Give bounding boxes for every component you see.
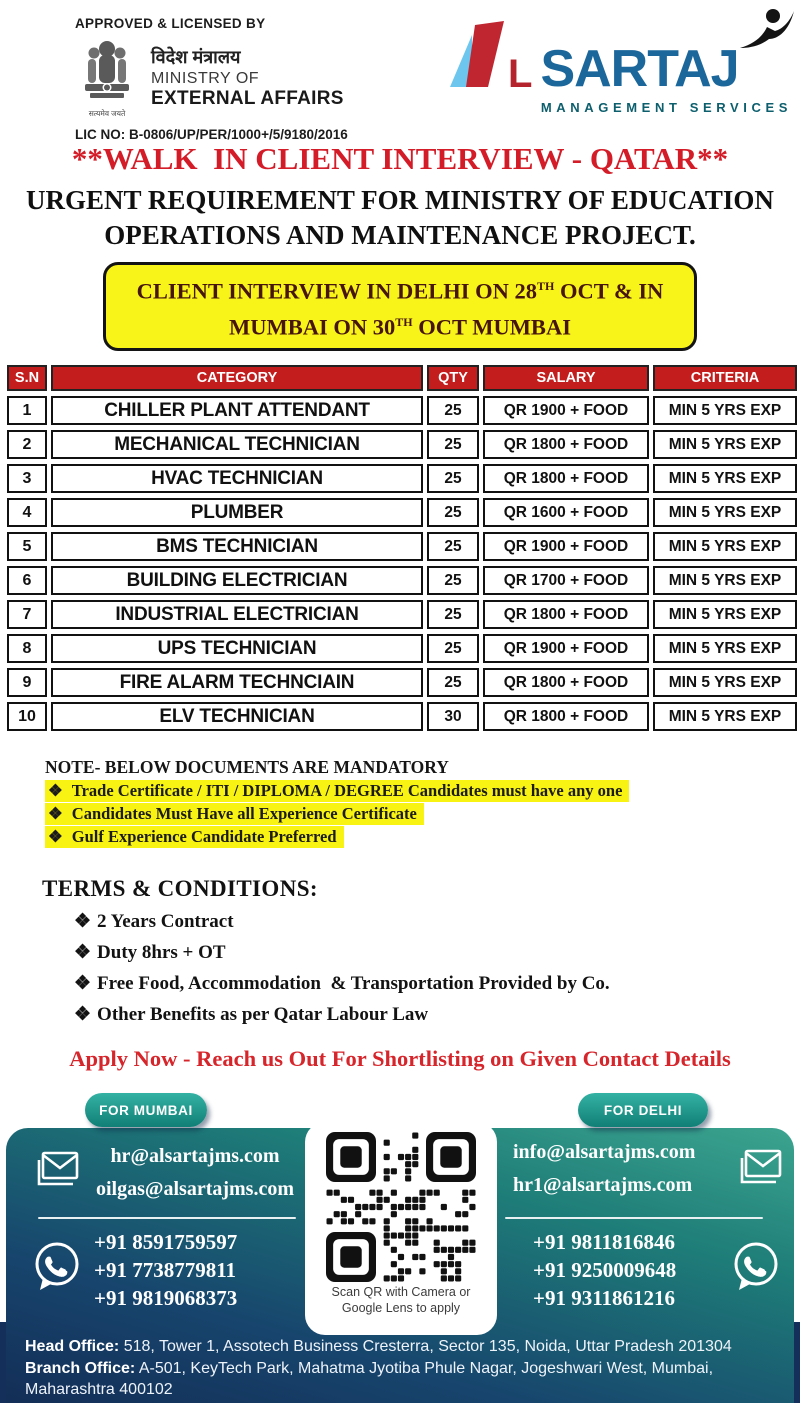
diamond-bullet-icon: ❖ [74, 911, 92, 932]
phone-number: +91 7738779811 [94, 1258, 237, 1282]
terms-item: ❖ Duty 8hrs + OT [74, 942, 226, 963]
column-header: CATEGORY [51, 365, 423, 391]
table-row [7, 396, 797, 425]
divider [38, 1217, 296, 1219]
phone-number: +91 9311861216 [533, 1286, 676, 1310]
whatsapp-icon [731, 1240, 781, 1297]
cell-sn: 2 [7, 430, 47, 459]
cell-category: UPS TECHNICIAN [51, 634, 423, 663]
cell-qty: 25 [427, 396, 479, 425]
approved-licensed-heading: APPROVED & LICENSED BY [75, 16, 266, 31]
cell-qty: 25 [427, 498, 479, 527]
poster-title: **WALK IN CLIENT INTERVIEW - QATAR** [71, 141, 729, 176]
for-mumbai-badge: FOR MUMBAI [85, 1093, 207, 1127]
phone-number: +91 9250009648 [533, 1258, 677, 1282]
table-row [7, 600, 797, 629]
table-row [7, 498, 797, 527]
cell-category: PLUMBER [51, 498, 423, 527]
delhi-phones-block [505, 1228, 785, 1312]
table-row [7, 668, 797, 697]
cell-criteria: MIN 5 YRS EXP [653, 498, 797, 527]
logo-tagline: MANAGEMENT SERVICES [540, 100, 792, 115]
qr-caption: Scan QR with Camera or Google Lens to apply [331, 1285, 471, 1315]
apply-now-line: Apply Now - Reach us Out For Shortlisting on Given Contact Details [69, 1046, 731, 1071]
cell-qty: 25 [427, 634, 479, 663]
email-icon [737, 1148, 783, 1197]
email-address: oilgas@alsartajms.com [95, 1178, 295, 1200]
diamond-bullet-icon: ❖ [48, 804, 63, 823]
mumbai-phones-block [30, 1228, 302, 1312]
vacancies-table [3, 360, 800, 736]
email-address: hr@alsartajms.com [110, 1145, 280, 1167]
cell-category: BUILDING ELECTRICIAN [51, 566, 423, 595]
cell-criteria: MIN 5 YRS EXP [653, 464, 797, 493]
cell-salary: QR 1900 + FOOD [483, 634, 649, 663]
table-row [7, 566, 797, 595]
whatsapp-icon [32, 1240, 82, 1297]
cell-salary: QR 1800 + FOOD [483, 430, 649, 459]
cell-category: FIRE ALARM TECHNCIAIN [51, 668, 423, 697]
cell-category: BMS TECHNICIAN [51, 532, 423, 561]
logo-name: SARTAJ [540, 40, 739, 99]
cell-salary: QR 1800 + FOOD [483, 668, 649, 697]
table-row [7, 634, 797, 663]
cell-criteria: MIN 5 YRS EXP [653, 532, 797, 561]
cell-category: ELV TECHNICIAN [51, 702, 423, 731]
license-number: LIC NO: B-0806/UP/PER/1000+/5/9180/2016 [75, 127, 348, 142]
cell-salary: QR 1800 + FOOD [483, 464, 649, 493]
logo-a-mark-icon [442, 21, 506, 94]
cell-sn: 1 [7, 396, 47, 425]
phone-number: +91 9819068373 [94, 1286, 238, 1310]
qr-panel [305, 1122, 497, 1335]
terms-item: ❖ 2 Years Contract [74, 911, 234, 932]
email-address: hr1@alsartajms.com [513, 1174, 693, 1196]
table-row [7, 430, 797, 459]
cell-qty: 25 [427, 430, 479, 459]
qr-code [326, 1132, 476, 1282]
cell-category: HVAC TECHNICIAN [51, 464, 423, 493]
cell-salary: QR 1800 + FOOD [483, 702, 649, 731]
cell-qty: 25 [427, 566, 479, 595]
approval-block [75, 16, 405, 142]
subtitle-line1: URGENT REQUIREMENT FOR MINISTRY OF EDUCATION [26, 185, 774, 215]
column-header: S.N [7, 365, 47, 391]
cell-criteria: MIN 5 YRS EXP [653, 668, 797, 697]
cell-sn: 8 [7, 634, 47, 663]
interview-dates-banner [103, 262, 697, 351]
diamond-bullet-icon: ❖ [74, 942, 92, 963]
mumbai-emails-block [30, 1140, 302, 1206]
cell-sn: 6 [7, 566, 47, 595]
cell-criteria: MIN 5 YRS EXP [653, 430, 797, 459]
phone-number: +91 9811816846 [533, 1230, 676, 1254]
column-header: SALARY [483, 365, 649, 391]
cell-qty: 25 [427, 600, 479, 629]
cell-criteria: MIN 5 YRS EXP [653, 634, 797, 663]
external-affairs-label: EXTERNAL AFFAIRS [151, 88, 344, 109]
ministry-hindi-label: विदेश मंत्रालय [151, 47, 241, 67]
cell-criteria: MIN 5 YRS EXP [653, 702, 797, 731]
cell-salary: QR 1700 + FOOD [483, 566, 649, 595]
head-office-label: Head Office: [25, 1338, 120, 1355]
cell-salary: QR 1900 + FOOD [483, 396, 649, 425]
cell-sn: 4 [7, 498, 47, 527]
cell-salary: QR 1900 + FOOD [483, 532, 649, 561]
branch-office-label: Branch Office: [25, 1359, 136, 1377]
divider [505, 1217, 763, 1219]
banner-line2: MUMBAI ON 30TH OCT MUMBAI [229, 314, 571, 339]
cell-category: CHILLER PLANT ATTENDANT [51, 396, 423, 425]
diamond-bullet-icon: ❖ [48, 827, 63, 846]
diamond-bullet-icon: ❖ [48, 781, 63, 800]
poster-subtitle [0, 183, 800, 253]
subtitle-line2: OPERATIONS AND MAINTENANCE PROJECT. [104, 220, 696, 250]
cell-category: MECHANICAL TECHNICIAN [51, 430, 423, 459]
email-icon [34, 1150, 80, 1199]
mandatory-documents-note [45, 757, 765, 847]
column-header: CRITERIA [653, 365, 797, 391]
ministry-of-label: MINISTRY OF [151, 70, 260, 87]
note-item: ❖ Trade Certificate / ITI / DIPLOMA / DEGREE Candidates must have any one [45, 781, 765, 801]
logo-letter-l: L [508, 52, 533, 96]
diamond-bullet-icon: ❖ [74, 973, 92, 994]
alsartaj-logo [442, 24, 792, 115]
cell-sn: 5 [7, 532, 47, 561]
cell-sn: 9 [7, 668, 47, 697]
cell-sn: 7 [7, 600, 47, 629]
jumping-figure-icon [738, 8, 796, 55]
table-row [7, 702, 797, 731]
cell-qty: 25 [427, 464, 479, 493]
banner-line1: CLIENT INTERVIEW IN DELHI ON 28TH OCT & IN [136, 278, 664, 304]
for-delhi-badge: FOR DELHI [578, 1093, 708, 1127]
note-item: ❖ Candidates Must Have all Experience Certificate [45, 804, 765, 824]
note-heading: NOTE- BELOW DOCUMENTS ARE MANDATORY [45, 757, 449, 777]
head-office-text: 518, Tower 1, Assotech Business Cresterra, Sector 135, Noida, Uttar Pradesh 201304 [119, 1338, 732, 1355]
table-row [7, 464, 797, 493]
cell-category: INDUSTRIAL ELECTRICIAN [51, 600, 423, 629]
terms-and-conditions [42, 876, 762, 1026]
cell-qty: 30 [427, 702, 479, 731]
cell-salary: QR 1600 + FOOD [483, 498, 649, 527]
emblem-motto: सत्यमेव जयते [88, 109, 126, 118]
cell-qty: 25 [427, 668, 479, 697]
terms-item: ❖ Other Benefits as per Qatar Labour Law [74, 1004, 429, 1025]
branch-office-text: A-501, KeyTech Park, Mahatma Jyotiba Phule Nagar, Jogeshwari West, Mumbai, Maharashtra 400102 [25, 1359, 714, 1398]
cell-salary: QR 1800 + FOOD [483, 600, 649, 629]
cell-qty: 25 [427, 532, 479, 561]
terms-heading: TERMS & CONDITIONS: [42, 876, 318, 901]
terms-item: ❖ Free Food, Accommodation & Transportation Provided by Co. [74, 973, 610, 994]
office-addresses [25, 1336, 787, 1401]
email-address: info@alsartajms.com [513, 1141, 696, 1163]
cell-sn: 3 [7, 464, 47, 493]
table-row [7, 532, 797, 561]
delhi-emails-block [505, 1136, 785, 1202]
table-header-row [7, 365, 797, 391]
column-header: QTY [427, 365, 479, 391]
phone-number: +91 8591759597 [94, 1230, 238, 1254]
cell-criteria: MIN 5 YRS EXP [653, 600, 797, 629]
note-item: ❖ Gulf Experience Candidate Preferred [45, 827, 765, 847]
cell-sn: 10 [7, 702, 47, 731]
ashoka-emblem-icon [75, 39, 139, 119]
diamond-bullet-icon: ❖ [74, 1004, 92, 1025]
cell-criteria: MIN 5 YRS EXP [653, 566, 797, 595]
cell-criteria: MIN 5 YRS EXP [653, 396, 797, 425]
